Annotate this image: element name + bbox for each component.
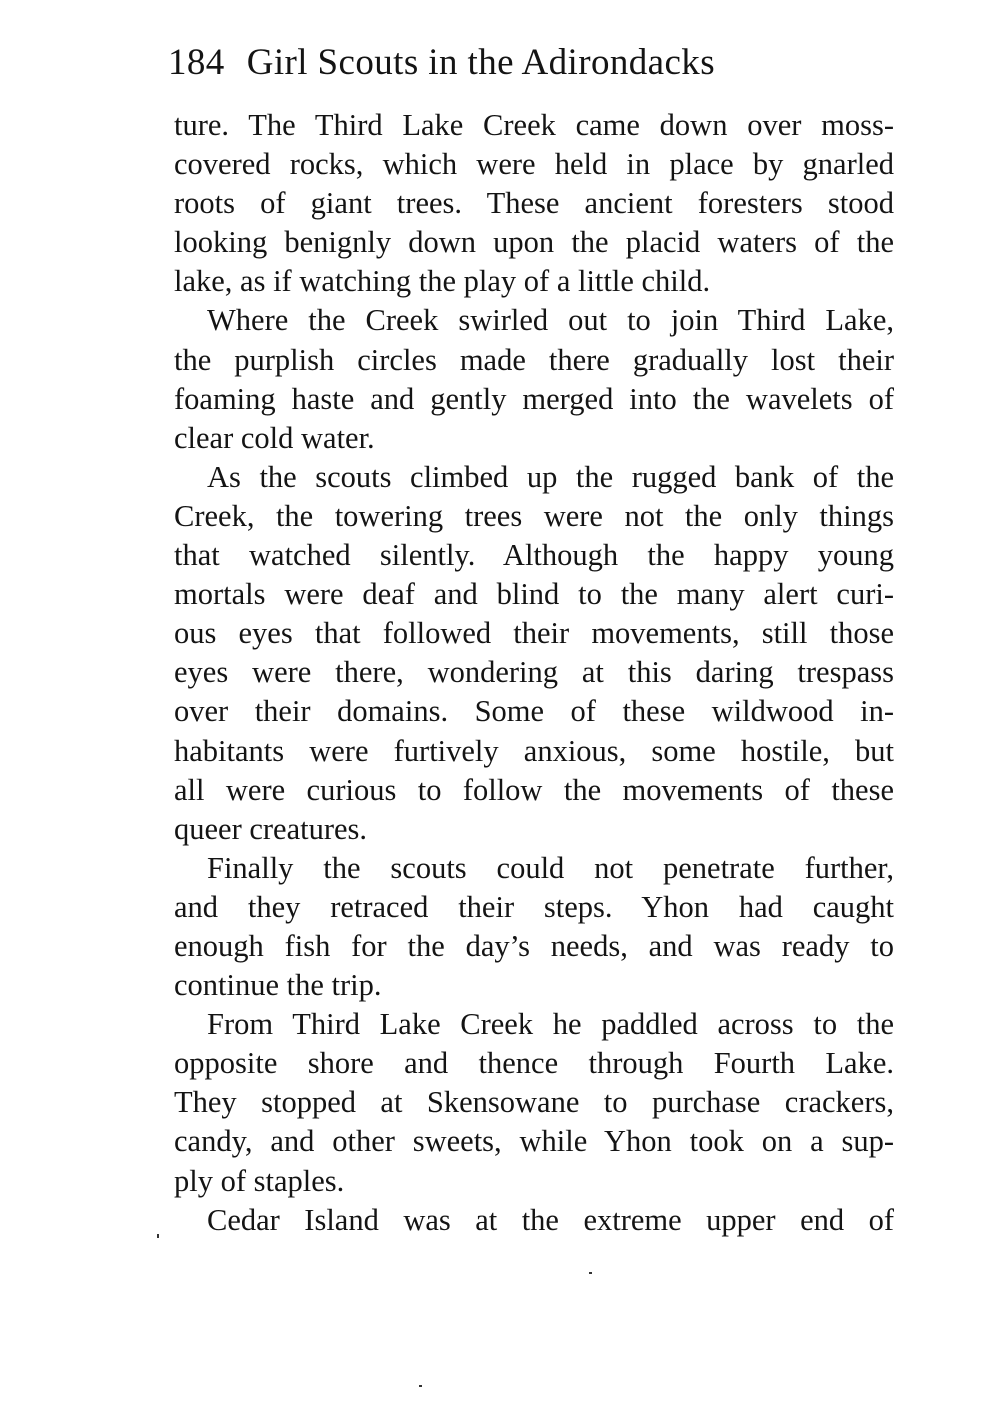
text-line: ture. The Third Lake Creek came down over moss- <box>174 108 894 142</box>
text-line: and they retraced their steps. Yhon had caught <box>174 889 894 924</box>
text-line: covered rocks, which were held in place by gnarled <box>174 147 894 182</box>
text-line: foaming haste and gently merged into the wavelets of <box>174 381 894 416</box>
page-number: 184 <box>168 42 225 83</box>
text-line: roots of giant trees. These ancient foresters stood <box>174 186 894 221</box>
text-line: over their domains. Some of these wildwood in- <box>174 694 894 729</box>
text-line: all were curious to follow the movements of these <box>174 772 894 807</box>
running-title: Girl Scouts in the Adirondacks <box>246 42 715 83</box>
scan-speck <box>419 1385 422 1387</box>
text-line: enough fish for the day’s needs, and was ready to <box>174 928 894 963</box>
text-line: Cedar Island was at the extreme upper end of <box>207 1202 894 1237</box>
scan-speck <box>589 1272 592 1274</box>
text-line: ous eyes that followed their movements, still those <box>174 616 894 651</box>
text-line: From Third Lake Creek he paddled across to the <box>207 1007 894 1042</box>
text-line: ply of staples. <box>174 1163 345 1198</box>
text-line: mortals were deaf and blind to the many alert curi- <box>174 577 894 612</box>
text-line: clear cold water. <box>174 420 375 455</box>
text-line: that watched silently. Although the happy young <box>174 538 894 573</box>
body-text <box>174 106 894 1240</box>
text-line: As the scouts climbed up the rugged bank of the <box>207 459 894 494</box>
text-line: lake, as if watching the play of a little child. <box>174 264 711 299</box>
text-line: continue the trip. <box>174 968 382 1003</box>
text-line: Where the Creek swirled out to join Third Lake, <box>207 303 894 338</box>
text-line: eyes were there, wondering at this daring trespass <box>174 655 894 690</box>
text-line: Finally the scouts could not penetrate further, <box>207 850 894 885</box>
running-head <box>168 38 908 88</box>
text-line: opposite shore and thence through Fourth Lake. <box>174 1046 894 1081</box>
text-line: habitants were furtively anxious, some hostile, but <box>174 733 894 768</box>
text-line: looking benignly down upon the placid waters of the <box>174 225 894 260</box>
scan-speck <box>157 1234 159 1238</box>
text-line: queer creatures. <box>174 811 368 846</box>
text-line: the purplish circles made there gradually lost their <box>174 342 894 377</box>
text-line: They stopped at Skensowane to purchase crackers, <box>174 1085 894 1120</box>
text-line: Creek, the towering trees were not the only things <box>174 498 894 533</box>
text-line: candy, and other sweets, while Yhon took on a sup- <box>174 1124 894 1159</box>
